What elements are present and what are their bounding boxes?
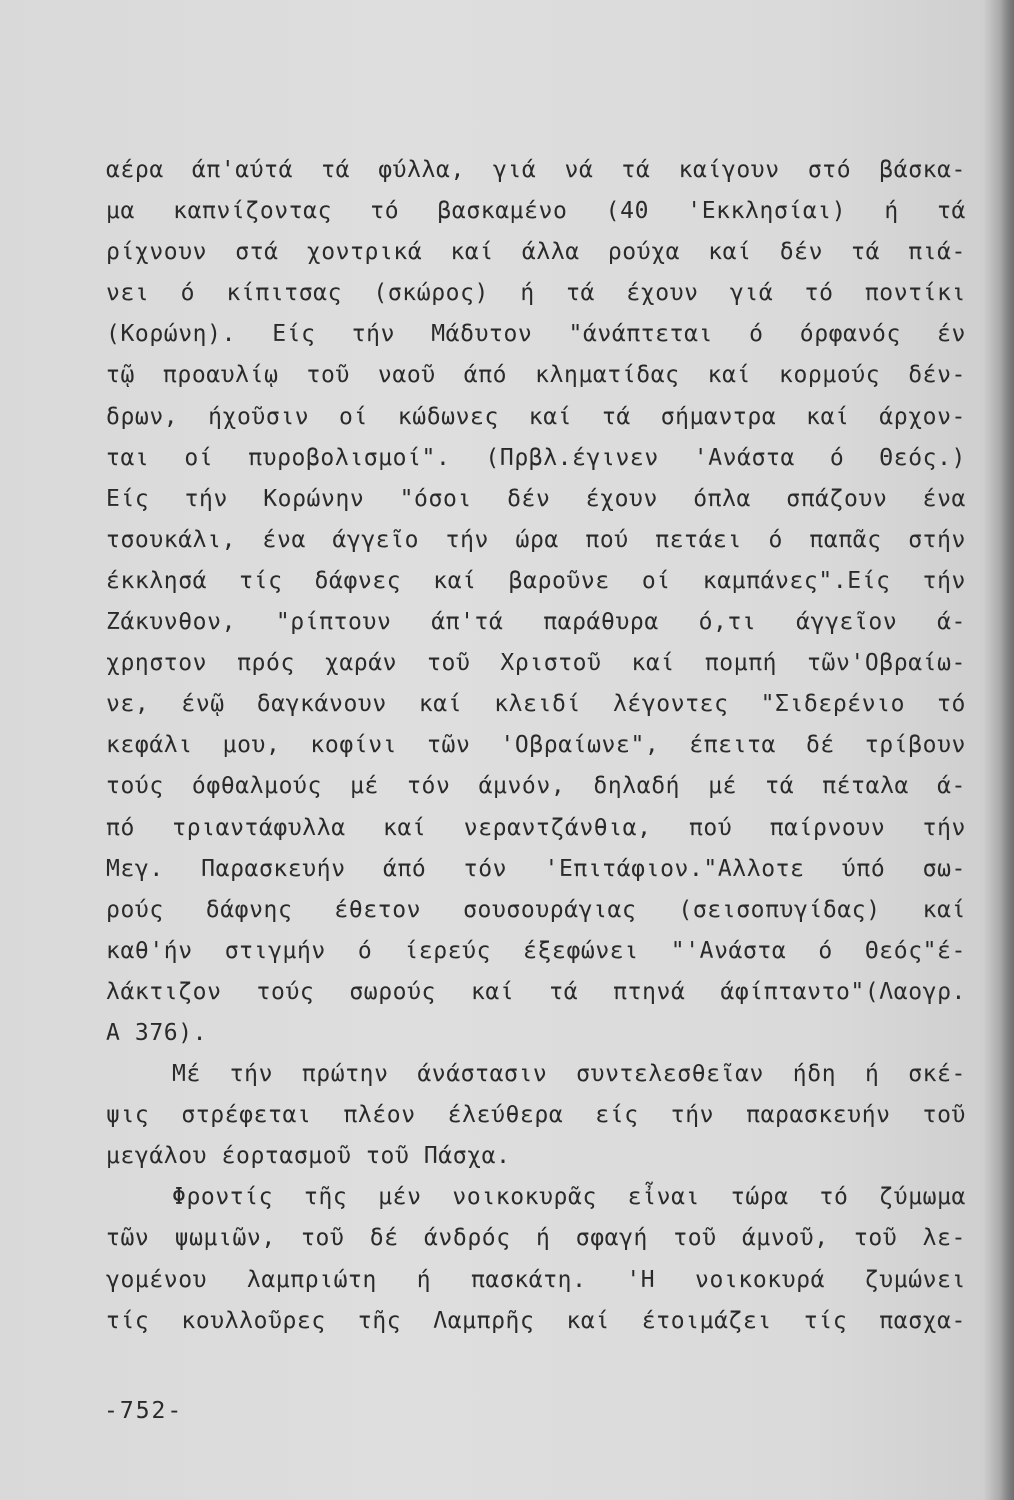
text-line: Μέ τήν πρώτην άνάστασιν συντελεσθεῖαν ήδη ή σκέ-	[172, 1061, 966, 1088]
page-edge-shadow	[1000, 0, 1014, 1500]
text-line: τσουκάλι, ένα άγγεῖο τήν ώρα πού πετάει ό παπᾶς στήν	[106, 526, 966, 553]
text-line: χρηστον πρός χαράν τοῦ Χριστοῦ καί πομπή τῶν'Οβραίω-	[106, 650, 966, 677]
text-line: (Κορώνη). Είς τήν Μάδυτον "άνάπτεται ό όρφανός έν	[106, 321, 966, 348]
text-line: τῶν ψωμιῶν, τοῦ δέ άνδρός ή σφαγή τοῦ άμνοῦ, τοῦ λε-	[106, 1225, 966, 1252]
text-line: καθ'ήν στιγμήν ό ίερεύς έξεφώνει "'Ανάστα ό Θεός"έ-	[106, 937, 966, 964]
text-line: μα καπνίζοντας τό βασκαμένο (40 'Εκκλησίαι) ή τά	[106, 198, 966, 225]
text-line: Α 376).	[106, 1019, 208, 1046]
text-line: ται οί πυροβολισμοί". (Πρβλ.έγινεν 'Ανάστα ό Θεός.)	[106, 444, 966, 471]
text-line: ρίχνουν στά χοντρικά καί άλλα ρούχα καί δέν τά πιά-	[106, 239, 966, 266]
text-line: κεφάλι μου, κοφίνι τῶν 'Οβραίωνε", έπειτα δέ τρίβουν	[106, 732, 966, 759]
text-line: νει ό κίπιτσας (σκώρος) ή τά έχουν γιά τό ποντίκι	[106, 280, 966, 307]
page-number: -752-	[104, 1398, 184, 1424]
text-line: τίς κουλλοῦρες τῆς Λαμπρῆς καί έτοιμάζει τίς πασχα-	[106, 1307, 966, 1334]
text-line: γομένου λαμπριώτη ή πασκάτη. 'Η νοικοκυρά ζυμώνει	[106, 1266, 966, 1293]
text-line: Μεγ. Παρασκευήν άπό τόν 'Επιτάφιον."Αλλοτε ύπό σω-	[106, 855, 966, 882]
text-line: νε, ένῷ δαγκάνουν καί κλειδί λέγοντες "Σιδερένιο τό	[106, 691, 966, 718]
text-line: δρων, ήχοῦσιν οί κώδωνες καί τά σήμαντρα καί άρχον-	[106, 403, 966, 430]
text-line: αέρα άπ'αύτά τά φύλλα, γιά νά τά καίγουν στό βάσκα-	[106, 157, 966, 183]
text-line: λάκτιζον τούς σωρούς καί τά πτηνά άφίπταντο"(Λαογρ.	[106, 978, 966, 1005]
text-line: πό τριαντάφυλλα καί νεραντζάνθια, πού παίρνουν τήν	[106, 814, 966, 841]
text-line: Είς τήν Κορώνην "όσοι δέν έχουν όπλα σπάζουν ένα	[106, 485, 966, 512]
body-text	[106, 150, 966, 1342]
text-line: ρούς δάφνης έθετον σουσουράγιας (σεισοπυγίδας) καί	[106, 896, 966, 923]
text-line: μεγάλου έορτασμοῦ τοῦ Πάσχα.	[106, 1143, 511, 1170]
text-line: τούς όφθαλμούς μέ τόν άμνόν, δηλαδή μέ τά πέταλα ά-	[106, 773, 966, 800]
text-line: ψις στρέφεται πλέον έλεύθερα είς τήν παρασκευήν τοῦ	[106, 1102, 966, 1129]
text-line: τῷ προαυλίῳ τοῦ ναοῦ άπό κληματίδας καί κορμούς δέν-	[106, 362, 966, 389]
text-line: Ζάκυνθον, "ρίπτουν άπ'τά παράθυρα ό,τι άγγεῖον ά-	[106, 609, 966, 636]
text-line: Φροντίς τῆς μέν νοικοκυρᾶς εἶναι τώρα τό ζύμωμα	[172, 1184, 966, 1211]
text-line: έκκλησά τίς δάφνες καί βαροῦνε οί καμπάνες".Είς τήν	[106, 567, 966, 594]
